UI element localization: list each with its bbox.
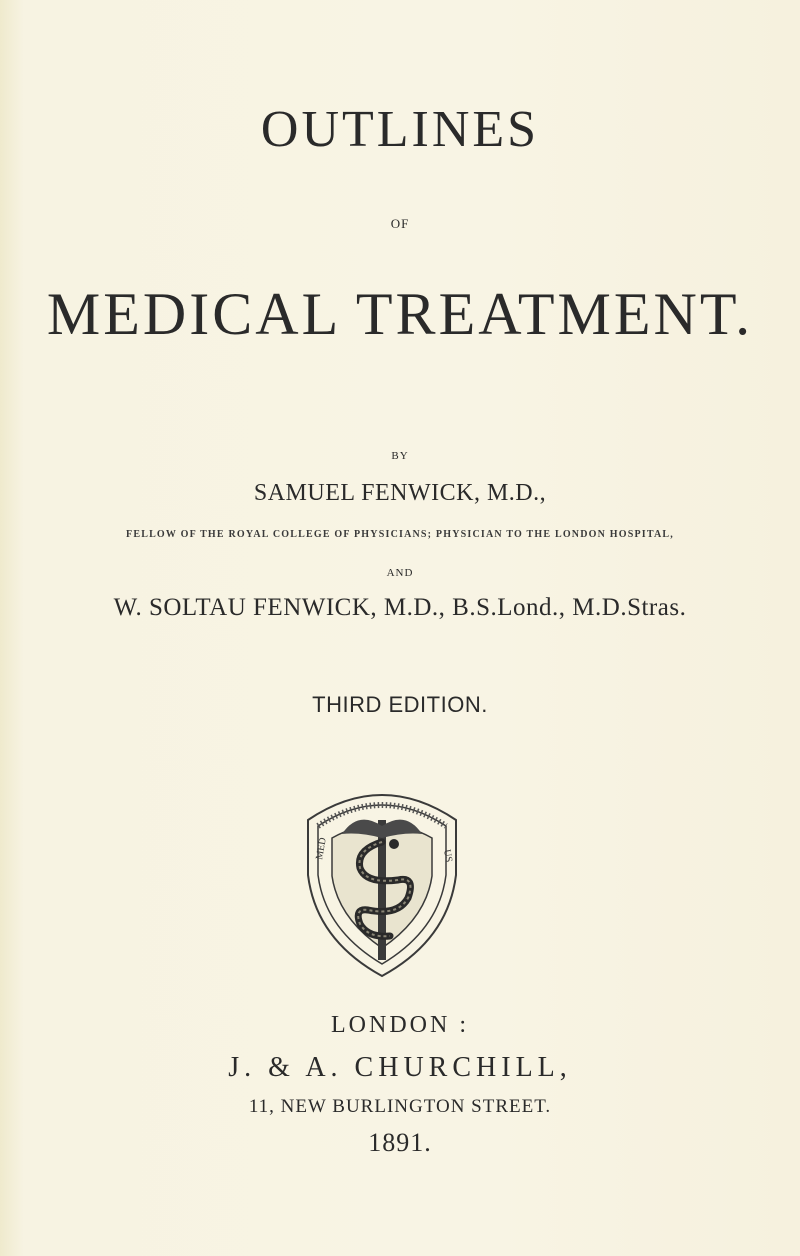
title-line-outlines: OUTLINES xyxy=(260,101,540,158)
author1-credentials: FELLOW OF THE ROYAL COLLEGE OF PHYSICIANS; PHYSICIAN TO THE LONDON HOSPITAL, xyxy=(126,529,674,540)
author-samuel-fenwick: SAMUEL FENWICK, M.D., xyxy=(253,480,547,506)
svg-text:MED: MED xyxy=(314,836,329,861)
imprint-address: 11, NEW BURLINGTON STREET. xyxy=(248,1096,552,1117)
by-label: BY xyxy=(391,450,409,462)
imprint-publisher: J. & A. CHURCHILL, xyxy=(228,1052,572,1083)
author-w-soltau-fenwick: W. SOLTAU FENWICK, M.D., B.S.Lond., M.D.Stras. xyxy=(113,594,687,621)
imprint-city: LONDON : xyxy=(331,1012,469,1038)
title-line-of: OF xyxy=(390,216,410,231)
imprint-year: 1891. xyxy=(368,1128,432,1157)
svg-text:US: US xyxy=(441,848,455,864)
publisher-crest-icon xyxy=(298,780,466,978)
and-label: AND xyxy=(386,567,414,579)
edition-label: THIRD EDITION. xyxy=(312,692,488,717)
title-line-medical-treatment: MEDICAL TREATMENT. xyxy=(46,281,754,347)
